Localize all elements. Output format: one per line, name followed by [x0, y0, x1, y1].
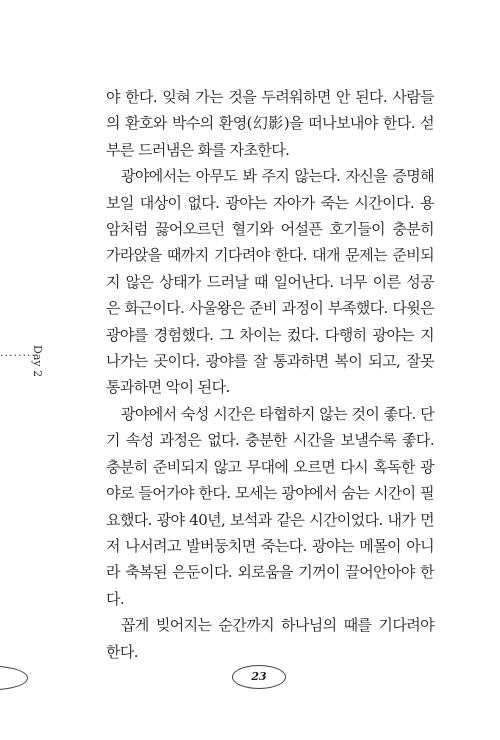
body-text [106, 84, 434, 665]
margin-oval-decoration [0, 666, 28, 690]
day-section-label: Day 2 [31, 345, 44, 378]
paragraph: 광야에서 숙성 시간은 타협하지 않는 것이 좋다. 단기 속성 과정은 없다. 충분한 시간을 보낼수록 좋다. 충분히 준비되지 않고 무대에 오르면 다시 혹독한 광야로 들어가야 한다. 모세는 광야에서 숨는 시간이 필요했다. 광야 40년, 보석과 같은 시간이었다. 내가 먼저 나서려고 발버둥치면 죽는다. 광야는 메몰이 아니라 축복된 은둔이다. 외로움을 기꺼이 끌어안아야 한다. [106, 404, 434, 608]
paragraph-continued: 야 한다. 잊혀 가는 것을 두려워하면 안 된다. 사람들의 환호와 박수의 환영(幻影)을 떠나보내야 한다. 섣부른 드러냄은 화를 자초한다. [106, 88, 434, 159]
paragraph: 꼽게 빚어지는 순간까지 하나님의 때를 기다려야 한다. [106, 616, 434, 661]
margin-dot-leader: ········ [0, 349, 36, 362]
paragraph: 광야에서는 아무도 봐 주지 않는다. 자신을 증명해 보일 대상이 없다. 광야는 자아가 죽는 시간이다. 용암처럼 끓어오르던 혈기와 어설픈 호기들이 충분히 가라앉을 때까지 기다려야 한다. 대개 문제는 준비되지 않은 상태가 드러날 때 일어난다. 너무 이른 성공은 화근이다. 사울왕은 준비 과정이 부족했다. 다윗은 광야를 경험했다. 그 차이는 컸다. 다행히 광야는 지나가는 곳이다. 광야를 잘 통과하면 복이 되고, 잘못 통과하면 악이 된다. [106, 167, 434, 397]
page-number: 23 [232, 665, 286, 689]
